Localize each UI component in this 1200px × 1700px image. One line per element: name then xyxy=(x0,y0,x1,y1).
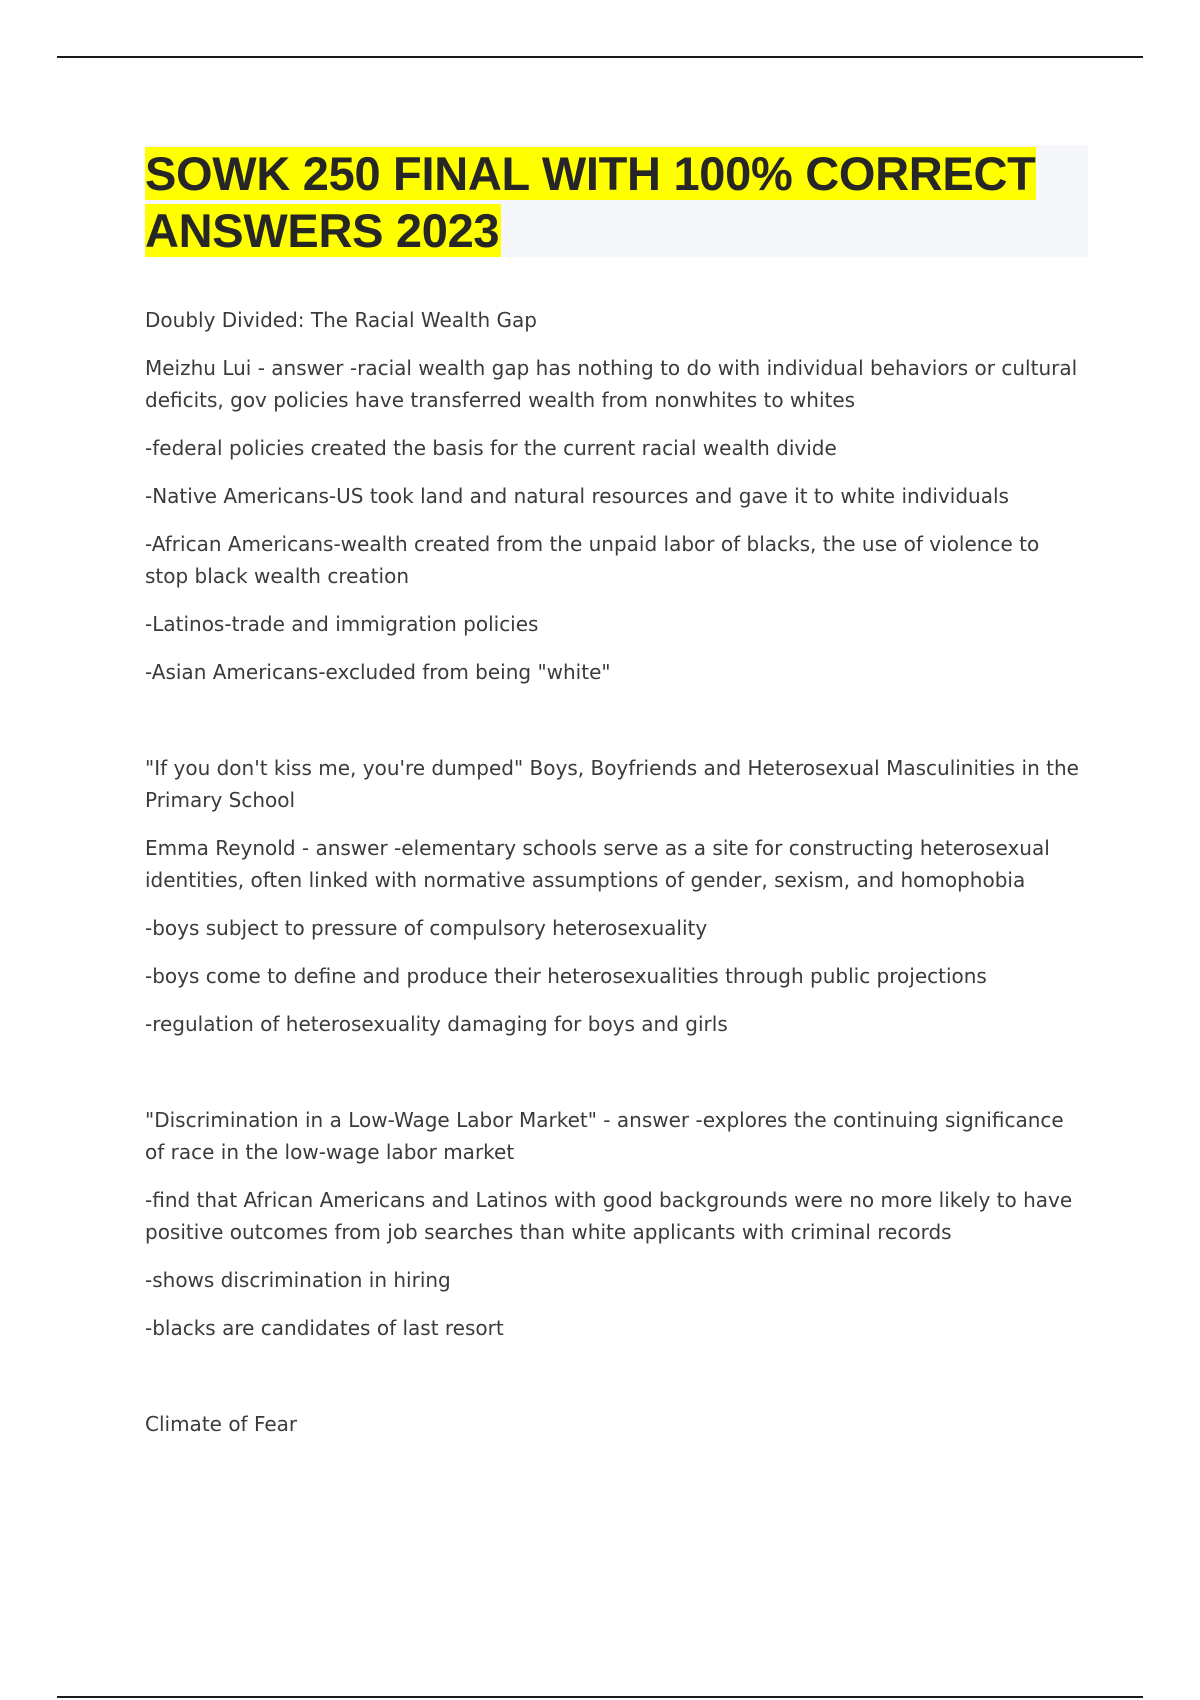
paragraph: -shows discrimination in hiring xyxy=(145,1268,451,1292)
paragraph: -federal policies created the basis for the current racial wealth divide xyxy=(145,436,837,460)
top-rule xyxy=(57,56,1143,58)
paragraph: -blacks are candidates of last resort xyxy=(145,1316,504,1340)
document-body xyxy=(145,304,1085,1456)
paragraph: -boys subject to pressure of compulsory heterosexuality xyxy=(145,916,708,940)
paragraph: -regulation of heterosexuality damaging for boys and girls xyxy=(145,1012,728,1036)
section-heading: "If you don't kiss me, you're dumped" Boys, Boyfriends and Heterosexual Masculinities in the Primary School xyxy=(145,756,1079,812)
section-racial-wealth-gap xyxy=(145,304,1085,688)
section-low-wage-labor-market xyxy=(145,1104,1085,1344)
section-heading: Climate of Fear xyxy=(145,1412,298,1436)
paragraph: -Native Americans-US took land and natural resources and gave it to white individuals xyxy=(145,484,1009,508)
paragraph: -Asian Americans-excluded from being "white" xyxy=(145,660,611,684)
section-spacer xyxy=(145,704,1085,752)
paragraph: -find that African Americans and Latinos with good backgrounds were no more likely to have positive outcomes from job searches than white applicants with criminal records xyxy=(145,1188,1073,1244)
section-climate-of-fear xyxy=(145,1408,1085,1440)
page-title xyxy=(145,145,1088,259)
section-spacer xyxy=(145,1056,1085,1104)
paragraph: -Latinos-trade and immigration policies xyxy=(145,612,539,636)
paragraph: -boys come to define and produce their heterosexualities through public projections xyxy=(145,964,987,988)
title-highlight: SOWK 250 FINAL WITH 100% CORRECT ANSWERS 2023 xyxy=(145,147,1036,257)
section-heading: Doubly Divided: The Racial Wealth Gap xyxy=(145,308,537,332)
title-block xyxy=(145,145,1088,257)
paragraph: Emma Reynold - answer -elementary schools serve as a site for constructing heterosexual identities, often linked with normative assumptions of gender, sexism, and homophobia xyxy=(145,836,1050,892)
section-spacer xyxy=(145,1360,1085,1408)
section-heading: "Discrimination in a Low-Wage Labor Market" - answer -explores the continuing significance of race in the low-wage labor market xyxy=(145,1108,1064,1164)
bottom-rule xyxy=(57,1696,1143,1698)
section-heterosexual-masculinities xyxy=(145,752,1085,1040)
paragraph: -African Americans-wealth created from the unpaid labor of blacks, the use of violence to stop black wealth creation xyxy=(145,532,1040,588)
paragraph: Meizhu Lui - answer -racial wealth gap has nothing to do with individual behaviors or cultural deficits, gov policies have transferred wealth from nonwhites to whites xyxy=(145,356,1078,412)
